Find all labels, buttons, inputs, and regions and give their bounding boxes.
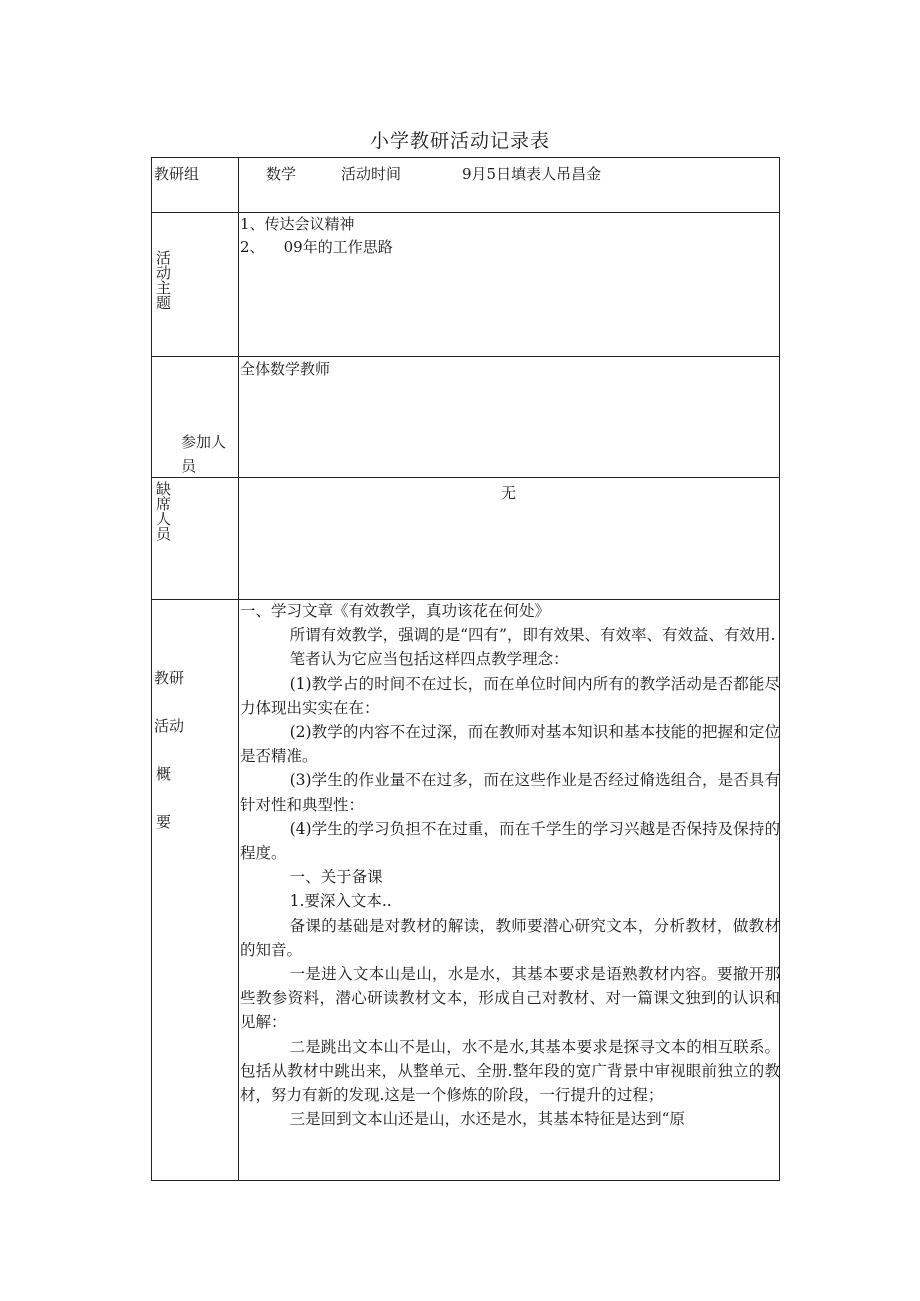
absent-label-char: 缺 [156, 480, 172, 498]
summary-paragraph: 二是跳出文本山不是山，水不是水,其基本要求是探寻文本的相互联系。包括从教材中跳出来，从整单元、全册.整年段的宽广背景中审视眼前独立的教材，努力有新的发现.这是一个修炼的阶段，一行提升的过程； [240, 1037, 780, 1105]
summary-section-heading: 一、关于备课 [289, 868, 383, 887]
record-table [151, 157, 780, 1181]
summary-body [240, 599, 780, 1182]
absent-label [156, 482, 172, 542]
row-divider [152, 477, 779, 478]
summary-paragraph: 所谓有效教学，强调的是“四有”，即有效果、有效率、有效益、有效用. [289, 626, 776, 645]
theme-label-char: 动 [156, 264, 172, 282]
theme-label-char: 题 [156, 294, 172, 312]
summary-paragraph: (3)学生的作业量不在过多，而在这些作业是否经过脩选组合，是否具有针对性和典型性： [240, 771, 780, 814]
group-label: 教研组 [154, 165, 200, 183]
summary-paragraph: (2)教学的内容不在过深，而在教师对基本知识和基本技能的把握和定位是否精准。 [240, 723, 780, 766]
participants-label-line2: 员 [181, 457, 197, 475]
absent-value: 无 [501, 484, 517, 502]
absent-label-char: 员 [156, 525, 172, 543]
subject-value: 数学 [266, 165, 297, 183]
participants-value: 全体数学教师 [240, 360, 331, 378]
summary-paragraph: 笔者认为它应当包括这样四点教学理念： [289, 650, 569, 669]
summary-paragraph: 备课的基础是对教材的解读，教师要潜心研究文本，分析教材，做教材的知音。 [240, 916, 780, 959]
page-title: 小学教研活动记录表 [369, 130, 550, 152]
summary-heading: 一、学习文章《有效教学，真功该花在何处》 [240, 602, 551, 620]
theme-label [156, 251, 172, 311]
theme-label-char: 主 [156, 279, 172, 297]
summary-subheading: 1.要深入文本.. [289, 892, 392, 911]
summary-label-line3: 概 [156, 765, 172, 783]
participants-label-line1: 参加人 [181, 433, 227, 451]
absent-label-char: 人 [156, 510, 172, 528]
absent-label-char: 席 [156, 495, 172, 513]
summary-paragraph: 三是回到文本山还是山，水还是水，其基本特征是达到“原 [289, 1110, 686, 1129]
summary-label-line2: 活动 [154, 717, 185, 735]
summary-label-line4: 要 [156, 813, 172, 831]
summary-paragraph: 一是进入文本山是山，水是水，其基本要求是语熟教材内容。要撤开那些教参资料，潜心研读教材文本，形成自己对教材、对一篇课文独到的认识和见解： [240, 965, 780, 1032]
theme-label-char: 活 [156, 249, 172, 267]
theme-item-2: 2、 09年的工作思路 [240, 238, 393, 256]
activity-time-label: 活动时间 [341, 165, 402, 183]
column-divider [238, 158, 239, 1180]
summary-label-line1: 教研 [154, 669, 185, 687]
theme-item-1: 1、传达会议精神 [240, 215, 355, 233]
summary-paragraph: (1)教学占的时间不在过长，而在单位时间内所有的教学活动是否都能尽力体现出实实在在： [240, 674, 780, 717]
date-and-filler: 9月5日填表人吊昌金 [462, 165, 602, 183]
summary-paragraph: (4)学生的学习负担不在过重，而在千学生的学习兴越是否保持及保持的程度。 [240, 819, 780, 863]
